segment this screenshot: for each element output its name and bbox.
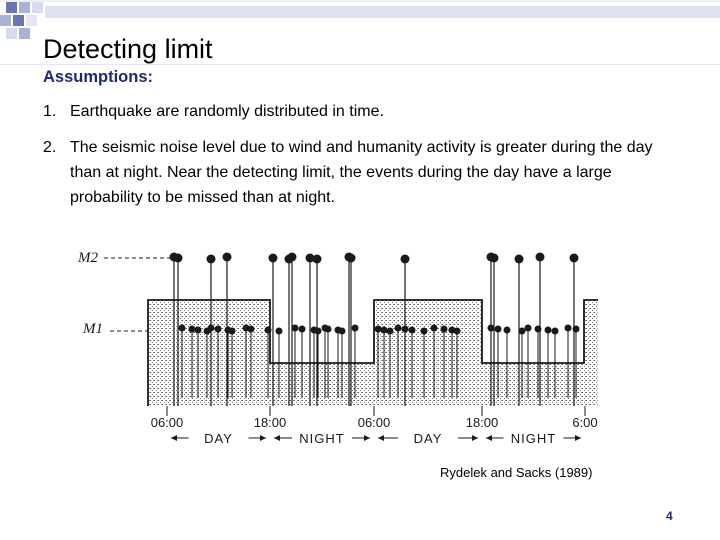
arrowhead <box>171 435 177 441</box>
m2-label: M2 <box>78 250 98 266</box>
event-dot <box>495 326 502 333</box>
event-dot <box>515 255 524 264</box>
event-dot <box>265 327 272 334</box>
event-dot <box>552 328 559 335</box>
event-dot <box>387 328 394 335</box>
event-dot <box>375 326 382 333</box>
event-dot <box>519 328 526 335</box>
event-dot <box>565 325 572 332</box>
event-dot <box>208 325 215 332</box>
event-dot <box>525 325 532 332</box>
event-dot <box>402 326 409 333</box>
event-dot <box>431 325 438 332</box>
event-dot <box>269 254 278 263</box>
time-tick-label: 06:00 <box>357 415 391 430</box>
event-dot <box>504 327 511 334</box>
time-axis <box>151 406 598 446</box>
time-tick-label: 18:00 <box>253 415 287 430</box>
event-dot <box>229 328 236 335</box>
event-dot <box>215 326 222 333</box>
arrowhead <box>575 435 581 441</box>
event-dot <box>325 326 332 333</box>
period-label: NIGHT <box>299 431 345 446</box>
event-dot <box>347 254 356 263</box>
event-dot <box>395 325 402 332</box>
figure-caption: Rydelek and Sacks (1989) <box>440 465 593 480</box>
arrowhead <box>364 435 370 441</box>
time-tick-label: 06:00 <box>150 415 184 430</box>
event-dot <box>339 328 346 335</box>
event-dot <box>488 325 495 332</box>
m1-label: M1 <box>83 321 103 337</box>
event-dot <box>441 326 448 333</box>
detection-limit-figure <box>70 236 610 450</box>
slide-title: Detecting limit <box>43 34 213 64</box>
event-dot <box>179 325 186 332</box>
event-dot <box>536 253 545 262</box>
page-number: 4 <box>666 509 673 523</box>
arrowhead <box>472 435 478 441</box>
arrowhead <box>274 435 280 441</box>
period-label: DAY <box>204 431 233 446</box>
event-dot <box>299 326 306 333</box>
event-dot <box>288 253 297 262</box>
item-number: 2. <box>43 139 57 156</box>
event-dot <box>313 255 322 264</box>
event-dot <box>490 254 499 263</box>
item-text: The seismic noise level due to wind and humanity activity is greater during the day than at night. Near the detecting limit, the events during the day have a large probability to be missed than at night. <box>70 139 653 206</box>
item-number: 1. <box>43 103 57 120</box>
event-dot <box>454 328 461 335</box>
period-label: DAY <box>413 431 443 446</box>
event-dot <box>570 254 579 263</box>
event-dot <box>292 325 299 332</box>
arrowhead <box>486 435 492 441</box>
event-dot <box>401 255 410 264</box>
time-tick-label: 18:00 <box>465 415 499 430</box>
event-dot <box>195 327 202 334</box>
arrowhead <box>260 435 266 441</box>
event-dot <box>207 255 216 264</box>
assumptions-heading: Assumptions: <box>43 68 154 86</box>
event-dot <box>545 327 552 334</box>
event-dot <box>315 328 322 335</box>
event-dot <box>535 326 542 333</box>
noise-level-area <box>148 300 598 406</box>
item-text: Earthquake are randomly distributed in time. <box>70 103 384 120</box>
event-dot <box>421 328 428 335</box>
event-dot <box>409 327 416 334</box>
event-dot <box>352 325 359 332</box>
noise-hatched-area <box>148 300 598 406</box>
time-tick-label: 6:00 <box>572 415 598 430</box>
event-dot <box>573 326 580 333</box>
event-dot <box>381 327 388 334</box>
period-label: NIGHT <box>510 431 557 446</box>
event-dot <box>174 254 183 263</box>
event-dot <box>276 328 283 335</box>
event-dot <box>248 326 255 333</box>
event-dot <box>223 253 232 262</box>
event-dot <box>189 326 196 333</box>
arrowhead <box>378 435 384 441</box>
